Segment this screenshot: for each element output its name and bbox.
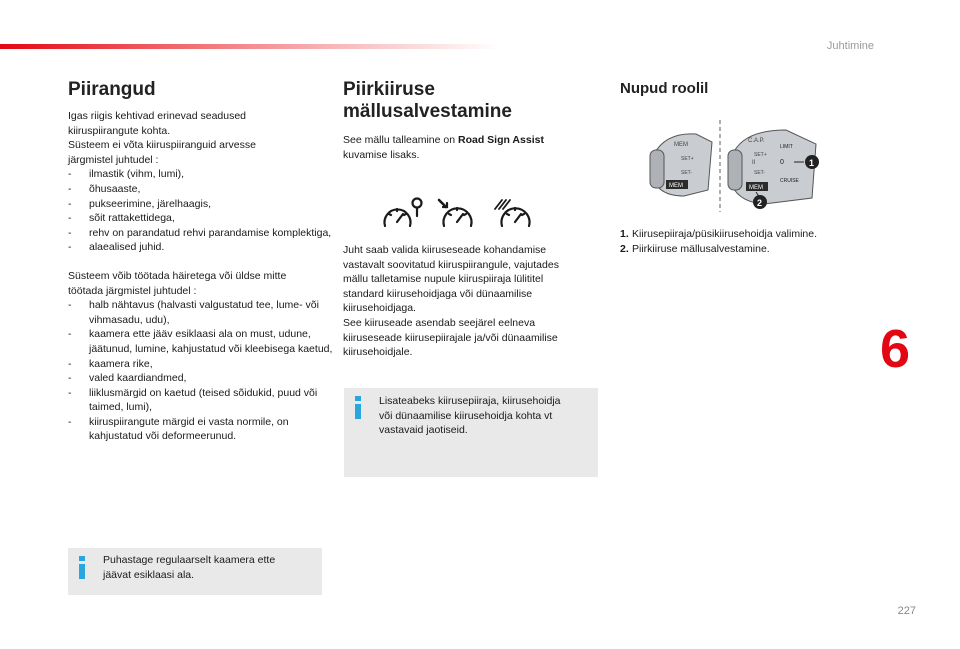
stalk-label: SET- <box>754 170 766 176</box>
list-item: - liiklusmärgid on kaetud (teised sõidukid, puud või taimed, lumi), <box>68 386 333 415</box>
malfunction-list <box>68 298 333 444</box>
stalk-label: II <box>752 160 756 166</box>
list-item: - valed kaardiandmed, <box>68 371 333 386</box>
stalk-label: LIMIT <box>780 144 793 150</box>
memory-body: Juht saab valida kiiruseseade kohandamise vastavalt soovitatud kiiruspiirangule, vajutades mällu talletamise nupule kiiruspiiraja lülititel standard kiirusehoidjaga või dünaamilise kiirusehoidjaga. See kiiruseade asendab seejärel eelneva kiiruseseade kiirusepiirajale ja/või dünaamilise kiirusehoidjale. <box>343 244 559 359</box>
steering-buttons-legend <box>620 227 920 257</box>
page-number: 227 <box>897 605 916 617</box>
legend-item: 1. Kiirusepiiraja/püsikiirusehoidja valimine. <box>620 228 818 240</box>
section-header: Juhtimine <box>826 40 874 52</box>
intro-line: kiiruspiirangute kohta. <box>68 124 171 137</box>
steering-stalk-illustration <box>644 116 840 214</box>
stalk-label: 0 <box>780 159 784 166</box>
list-item: - pukseerimine, järelhaagis, <box>68 197 333 212</box>
malfunction-intro <box>68 269 333 298</box>
para-line: töötada järgmistel juhtudel : <box>68 284 197 297</box>
stalk-label: SET+ <box>681 156 694 162</box>
intro-line: Süsteem ei võta kiiruspiiranguid arvesse <box>68 139 256 152</box>
steering-buttons-title: Nupud roolil <box>620 80 709 97</box>
info-icon <box>78 556 86 580</box>
adaptive-cruise-control-icon <box>495 200 530 226</box>
info-box-references <box>344 388 598 477</box>
svg-text:1: 1 <box>809 158 815 168</box>
stalk-label: MEM <box>669 183 683 189</box>
list-item: - sõit rattakettidega, <box>68 211 333 226</box>
list-item: - halb nähtavus (halvasti valgustatud tee, lume- või vihmasadu, udu), <box>68 298 333 327</box>
stalk-label: SET+ <box>754 152 767 158</box>
memory-title: Piirkiiruse mällusalvestamine <box>343 79 512 122</box>
speed-icons <box>380 196 540 234</box>
restrictions-title: Piirangud <box>68 79 156 100</box>
stalk-label: CRUISE <box>780 178 799 184</box>
para-line: Süsteem võib töötada häiretega või üldse mitte <box>68 269 287 282</box>
info-text: Puhastage regulaarselt kaamera ette jäävat esiklaasi ala. <box>103 554 276 581</box>
stalk-label: MEM <box>749 185 763 191</box>
restrictions-intro <box>68 109 333 167</box>
list-item: - kiiruspiirangute märgid ei vasta normile, on kahjustatud või deformeerunud. <box>68 415 333 444</box>
column-memory <box>343 79 603 162</box>
list-item: - kaamera rike, <box>68 357 333 372</box>
info-icon <box>354 396 362 420</box>
list-item: - alaealised juhid. <box>68 240 333 255</box>
list-item: - õhusaaste, <box>68 182 333 197</box>
list-item: - kaamera ette jääv esiklaasi ala on must, udune, jäätunud, lumine, kahjustatud või kleebisega kaetud, <box>68 327 333 356</box>
speed-limiter-icon <box>385 199 422 227</box>
legend-list <box>620 227 920 257</box>
restrictions-list <box>68 167 333 255</box>
chapter-number: 6 <box>880 319 911 379</box>
stalk-label: MEM <box>674 142 688 148</box>
memory-intro: See mällu talleamine on Road Sign Assist kuvamise lisaks. <box>343 134 544 161</box>
intro-line: Igas riigis kehtivad erinevad seadused <box>68 110 247 122</box>
info-box-camera <box>68 548 322 595</box>
stalk-label: SET- <box>681 170 693 176</box>
info-text: Lisateabeks kiirusepiiraja, kiirusehoidja või dünaamilise kiirusehoidja kohta vt vastavaid jaotiseid. <box>379 395 561 437</box>
column-restrictions <box>68 79 333 444</box>
header-accent-bar <box>0 44 500 49</box>
legend-item: 2. Piirkiiruse mällusalvestamine. <box>620 243 770 255</box>
list-item: - ilmastik (vihm, lumi), <box>68 167 333 182</box>
stalk-label: C.A.P. <box>748 138 765 144</box>
svg-text:2: 2 <box>757 198 763 208</box>
list-item: - rehv on parandatud rehvi parandamise komplektiga, <box>68 226 333 241</box>
intro-line: järgmistel juhtudel : <box>68 153 159 166</box>
cruise-control-icon <box>439 200 472 226</box>
